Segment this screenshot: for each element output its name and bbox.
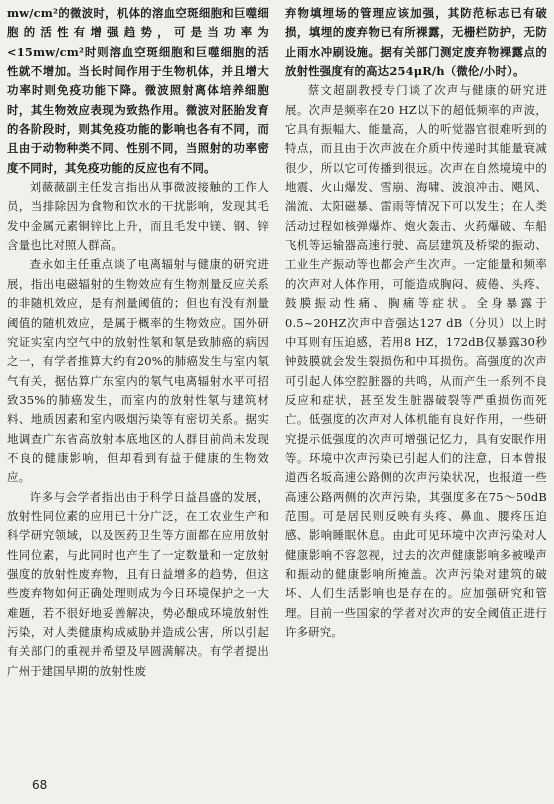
paragraph-microwave-immunity: mw/cm²的微波时，机体的溶血空斑细胞和巨噬细胞的活性有增强趋势，可是当功率为<15mw/cm²时则溶血空斑细胞和巨噬细胞的活性就不增加。当长时间作用于生物机体，并且增大功率时则免疫功能下降。微波照射离体培养细胞时，其生物效应表现为致热作用。微波对胚胎发育的各阶段时，则其免疫功能的影响也各有不同，而且由于动物种类不同、性别不同，当照射的功率密度不同时，其免疫功能的反应也有不同。 — [7, 6, 269, 175]
paragraph-liu-weiwei: 刘薇薇副主任发言指出从事微波接触的工作人员，当排除因为食物和饮水的干扰影响，发现其毛发中金属元素铜锌比上升，而且毛发中镁、钢、锌含量也比对照人群高。 — [7, 180, 269, 253]
paragraph-waste-landfill: 弃物填埋场的管理应该加强，其防范标志已有破损，填埋的废弃物已有所裸露，无栅栏防护，无防止雨水冲刷设施。据有关部门测定废弃物裸露点的放射性强度有的高达254μR/h（微伦/小时）。 — [285, 6, 547, 79]
paragraph-infrasound: 蔡文超副教授专门谈了次声与健康的研究进展。次声是频率在20 HZ以下的超低频率的声波，它具有振幅大、能量高，人的听觉器官很难听到的特点，而且由于次声波在介质中传递时其能量衰减很少，所以它可传播到很远。次声在自然境境中的地震、火山爆发、雪崩、海啸、波浪冲击、飓风、湍流、太阳磁暴、雷雨等情况下可以发生；在人类活动过程如核弹爆炸、炮火轰击、火药爆破、车船飞机等运输器高速行驶、高层建筑及桥梁的振动、工业生产振动等也都会产生次声。一定能量和频率的次声对人体作用，可能造成胸闷、疲倦、头疼、鼓膜振动性痛、胸痛等症状。全身暴露于0.5~20HZ次声中音强达127 dB（分贝）以上时中耳则有压迫感，若用8 HZ，172dB仅暴露30秒钟鼓膜就会发生裂损伤和中耳损伤。高强度的次声可引起人体空腔脏器的共鸣，从而产生一系列不良反应和症状，甚至发生脏器破裂等严重损伤而死亡。低强度的次声对人体机能有良好作用，一些研究提示低强度的次声可增强记忆力，具有安眠作用等。环境中次声污染已引起人们的注意，日本曾报道西名坂高速公路侧的次声污染状况，也报道一些高速公路两侧的次声污染，其强度多在75～50dB范围。可是居民则反映有头疼、鼻血、腰疼压迫感、影响睡眠休息。由此可见环境中次声污染对人健康影响不容忽视，过去的次声健康影响多被噪声和振动的健康影响所掩盖。次声污染对建筑的破坏、人们生活影响也是存在的。应加强研究和管理。目前一些国家的学者对次声的安全阈值正进行许多研究。 — [285, 83, 547, 639]
paragraph-ionizing-radiation: 查永如主任重点谈了电离辐射与健康的研究进展，指出电磁辐射的生物效应有生物剂量反应关系的非随机效应，是有剂量阈值的；但也有没有剂量阈值的随机效应，是属于概率的生物效应。国外研究证实室内空气中的放射性氡和氡是致肺癌的病因之一，有学者推算大约有20%的肺癌发生与室内氡气有关，据估算广东室内的氡气电离辐射水平可招致35%的肺癌发生，而室内的放射性氡与建筑材料、地质因素和室内吸烟污染等有密切关系。据实地调查广东省高放射本底地区的人群目前尚未发现不良的健康影响，但却看到有益于健康的生物效应。 — [7, 257, 269, 485]
page-number: 68 — [32, 778, 48, 792]
right-column — [285, 4, 547, 642]
paragraph-radioactive-waste: 许多与会学者指出由于科学日益昌盛的发展，放射性同位素的应用已十分广泛，在工农业生产和科学研究领域，以及医药卫生等方面都在应用放射性同位素，与此同时也产生了一定数量和一定放射强度的放射性废弃物，且有日益增多的趋势，但这些废弃物如何正确处理则成为今日环境保护之一大难题，若不很好地妥善解决，势必酿成环境放射性污染，对人类健康构成威胁并造成公害，所以引起有关部门的重视并希望及早圆满解决。有学者提出广州于建国早期的放射性废 — [7, 489, 269, 678]
left-column — [7, 4, 269, 681]
